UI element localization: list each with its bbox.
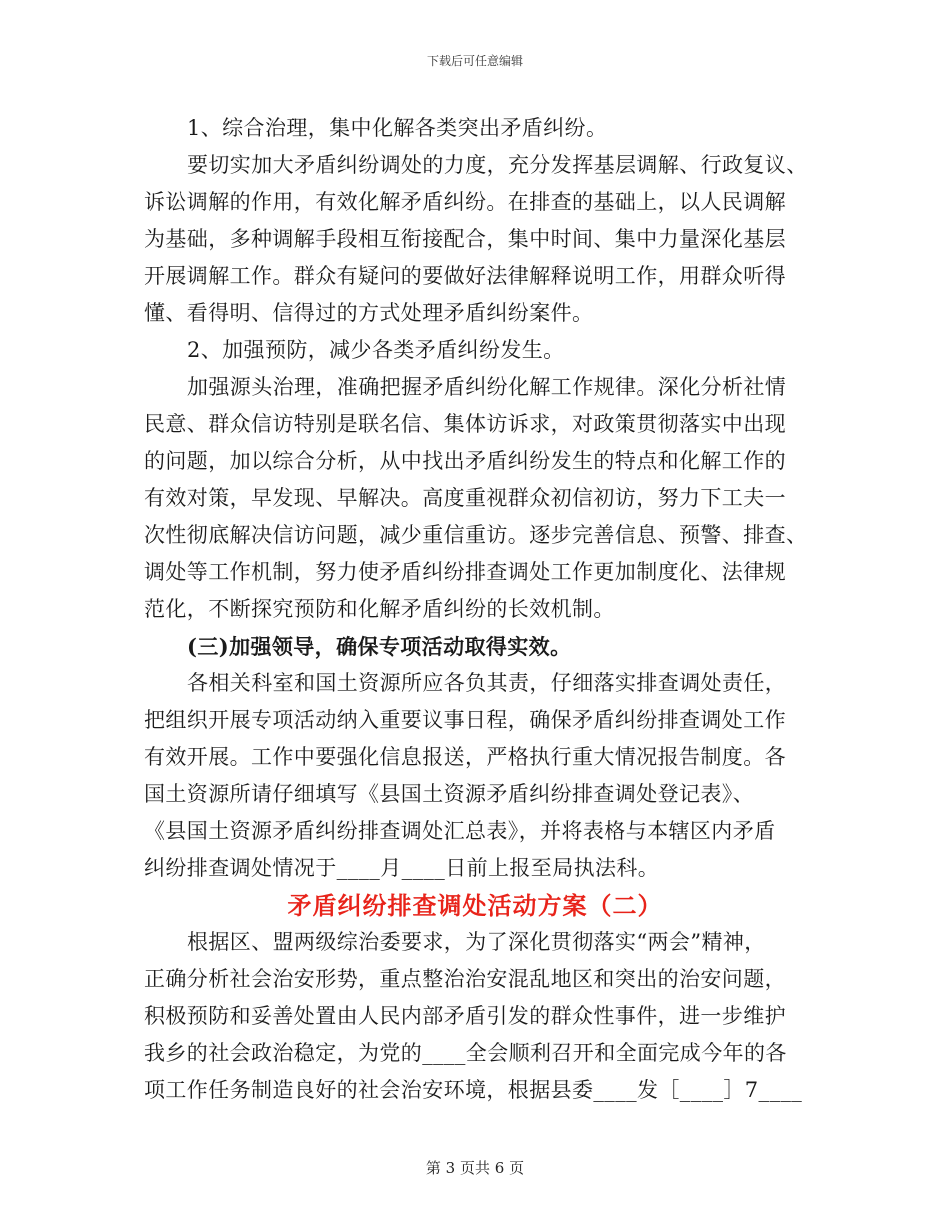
text-line: 正确分析社会治安形势，重点整治治安混乱地区和突出的治安问题， xyxy=(144,967,786,991)
text-line: 为基础，多种调解手段相互衔接配合，集中时间、集中力量深化基层 xyxy=(144,227,786,251)
text-line: 国土资源所请仔细填写《县国土资源矛盾纠纷排查调处登记表》、 xyxy=(144,782,755,806)
text-line: 根据区、盟两级综治委要求，为了深化贯彻落实“两会”精神， xyxy=(187,930,766,954)
text-line: 诉讼调解的作用，有效化解矛盾纠纷。在排查的基础上，以人民调解 xyxy=(144,190,786,214)
text-line: 次性彻底解决信访问题，减少重信重访。逐步完善信息、预警、排查、 xyxy=(144,523,808,547)
text-line: 《县国土资源矛盾纠纷排查调处汇总表》，并将表格与本辖区内矛盾 xyxy=(144,819,776,843)
text-line: 1、综合治理，集中化解各类突出矛盾纠纷。 xyxy=(187,116,608,140)
text-line: 把组织开展专项活动纳入重要议事日程，确保矛盾纠纷排查调处工作 xyxy=(144,708,786,732)
page-number: 第 3 页共 6 页 xyxy=(425,1159,525,1177)
text-line: 我乡的社会政治稳定，为党的____全会顺利召开和全面完成今年的各 xyxy=(144,1041,787,1065)
text-line: 各相关科室和国土资源所应各负其责，仔细落实排查调处责任， xyxy=(187,671,787,695)
text-line: 加强源头治理，准确把握矛盾纠纷化解工作规律。深化分析社情 xyxy=(187,375,787,399)
section-two-paragraphs xyxy=(144,924,806,1109)
text-line: 纠纷排查调处情况于____月____日前上报至局执法科。 xyxy=(144,856,660,880)
text-line: 2、加强预防，减少各类矛盾纠纷发生。 xyxy=(187,338,565,362)
text-line: 懂、看得明、信得过的方式处理矛盾纠纷案件。 xyxy=(144,301,594,325)
section-heading: (三)加强领导，确保专项活动取得实效。 xyxy=(187,634,572,659)
text-line: 的问题，加以综合分析，从中找出矛盾纠纷发生的特点和化解工作的 xyxy=(144,449,786,473)
text-line: 范化，不断探究预防和化解矛盾纠纷的长效机制。 xyxy=(144,597,615,621)
text-line: 开展调解工作。群众有疑问的要做好法律解释说明工作，用群众听得 xyxy=(144,264,786,288)
text-line: 有效开展。工作中要强化信息报送，严格执行重大情况报告制度。各 xyxy=(144,745,786,769)
text-line: 积极预防和妥善处置由人民内部矛盾引发的群众性事件，进一步维护 xyxy=(144,1004,786,1028)
section-one-paragraphs xyxy=(144,110,806,887)
text-line: 调处等工作机制，努力使矛盾纠纷排查调处工作更加制度化、法律规 xyxy=(144,560,786,584)
text-line: 民意、群众信访特别是联名信、集体访诉求，对政策贯彻落实中出现 xyxy=(144,412,786,436)
text-line: 要切实加大矛盾纠纷调处的力度，充分发挥基层调解、行政复议、 xyxy=(187,153,808,177)
page-header: 下载后可任意编辑 xyxy=(426,54,523,68)
text-line: 项工作任务制造良好的社会治安环境，根据县委____发［____］7____ xyxy=(144,1078,803,1102)
section-title: 矛盾纠纷排查调处活动方案（二） xyxy=(287,891,663,920)
document-body xyxy=(144,110,806,1109)
text-line: 有效对策，早发现、早解决。高度重视群众初信初访，努力下工夫一 xyxy=(144,486,786,510)
